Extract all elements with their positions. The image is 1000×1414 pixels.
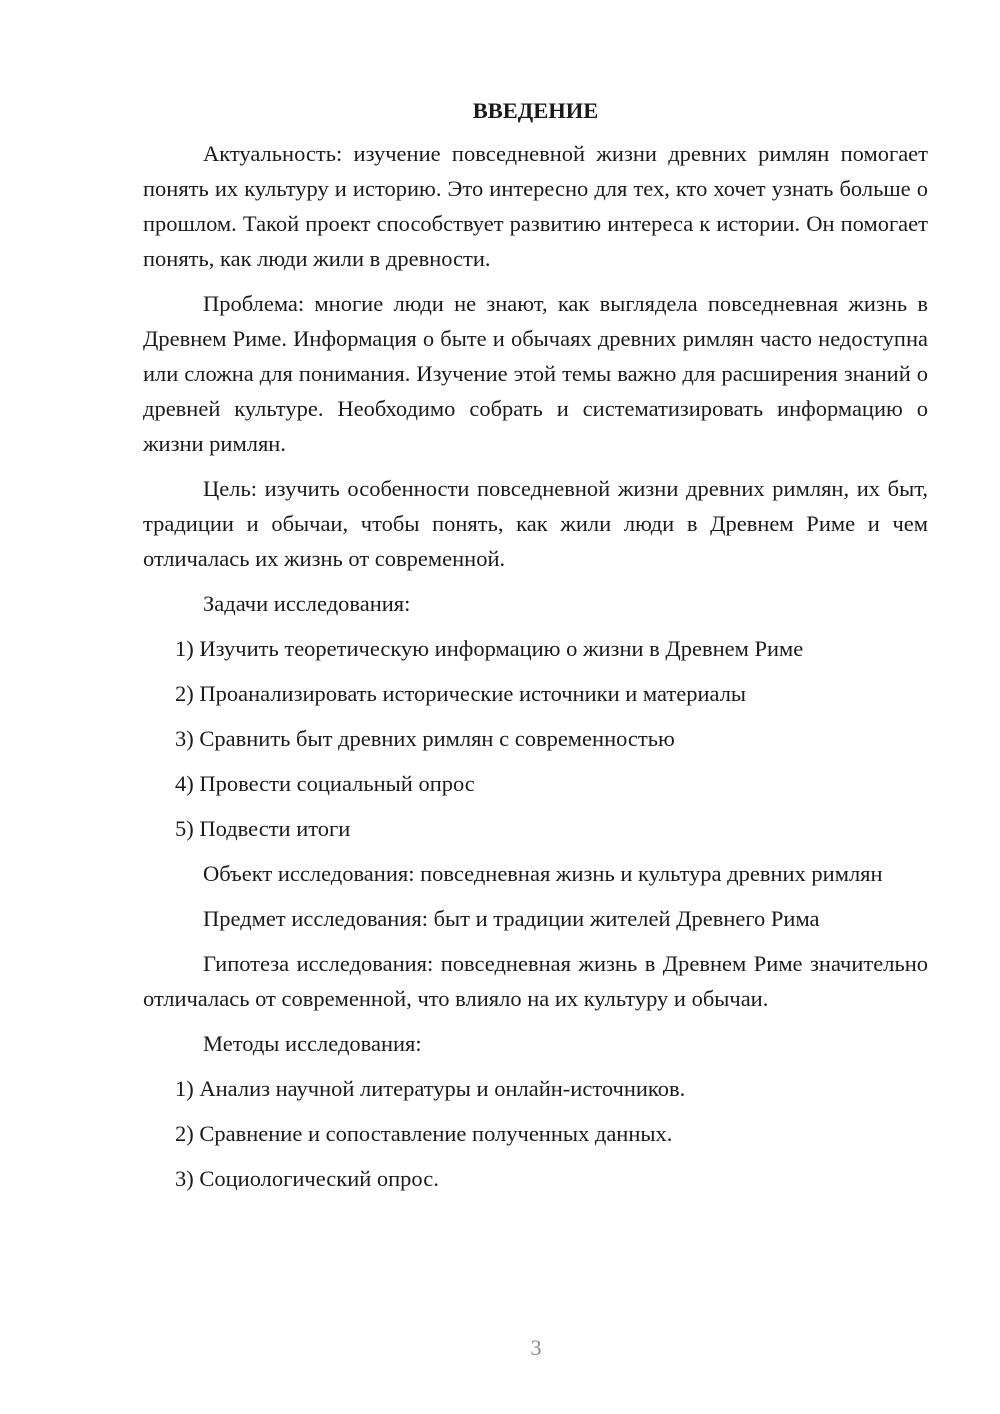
task-item: 4) Провести социальный опрос [175, 771, 475, 796]
relevance-paragraph: Актуальность: изучение повседневной жизни древних римлян помогает понять их культуру и историю. Это интересно для тех, кто хочет узнать больше о прошлом. Такой проект способствует развитию интереса к истории. Он помогает понять, как люди жили в древности. [143, 141, 928, 271]
method-item: 2) Сравнение и сопоставление полученных данных. [175, 1121, 673, 1146]
methods-heading: Методы исследования: [203, 1031, 422, 1056]
subject-paragraph: Предмет исследования: быт и традиции жителей Древнего Рима [203, 906, 820, 931]
task-item: 3) Сравнить быт древних римлян с современностью [175, 726, 675, 751]
section-title: ВВЕДЕНИЕ [472, 98, 599, 123]
hypothesis-paragraph: Гипотеза исследования: повседневная жизнь в Древнем Риме значительно отличалась от современной, что влияло на их культуру и обычаи. [143, 951, 928, 1011]
method-item: 3) Социологический опрос. [175, 1166, 439, 1191]
object-paragraph: Объект исследования: повседневная жизнь и культура древних римлян [203, 861, 883, 886]
methods-list [143, 1071, 928, 1196]
page-number: 3 [530, 1335, 542, 1360]
task-item: 5) Подвести итоги [175, 816, 351, 841]
tasks-list [143, 631, 928, 846]
method-item: 1) Анализ научной литературы и онлайн-источников. [175, 1076, 686, 1101]
problem-paragraph: Проблема: многие люди не знают, как выглядела повседневная жизнь в Древнем Риме. Информация о быте и обычаях древних римлян часто недоступна или сложна для понимания. Изучение этой темы важно для расширения знаний о древней культуре. Необходимо собрать и систематизировать информацию о жизни римлян. [143, 291, 928, 456]
goal-paragraph: Цель: изучить особенности повседневной жизни древних римлян, их быт, традиции и обычаи, чтобы понять, как жили люди в Древнем Риме и чем отличалась их жизнь от современной. [143, 476, 928, 571]
task-item: 1) Изучить теоретическую информацию о жизни в Древнем Риме [175, 636, 804, 661]
document-page [143, 96, 928, 1206]
tasks-heading: Задачи исследования: [203, 591, 411, 616]
task-item: 2) Проанализировать исторические источники и материалы [175, 681, 747, 706]
